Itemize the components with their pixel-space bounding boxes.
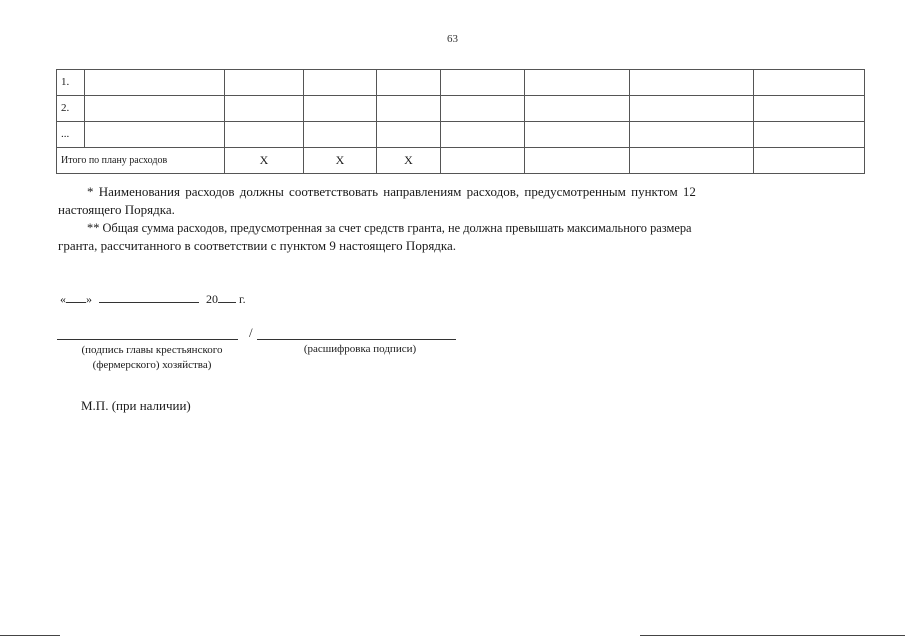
- signature-decoding-caption: (расшифровка подписи): [303, 343, 417, 355]
- signature-decoding-line: [257, 327, 456, 340]
- table-row: [57, 70, 865, 96]
- year-prefix: 20: [206, 292, 218, 306]
- footnote-text: * Наименования расходов должны соответствовать направлениям расходов, предусмотренным пунктом 12: [87, 184, 696, 199]
- expense-table: [56, 69, 865, 174]
- row-number: 2.: [57, 96, 85, 121]
- signature-line: [57, 327, 238, 340]
- date-open-quote: «: [60, 292, 66, 306]
- signature-slash: /: [249, 325, 253, 340]
- table-row: [57, 122, 865, 148]
- year-suffix: г.: [239, 292, 246, 306]
- row-number: ...: [57, 122, 85, 147]
- scan-artifact: [0, 635, 60, 636]
- month-blank: [99, 291, 199, 303]
- total-mark: Х: [377, 148, 441, 174]
- total-label: Итого по плану расходов: [57, 148, 225, 174]
- signature-caption: [57, 343, 247, 373]
- footnote-expense-names: [58, 183, 851, 219]
- date-line: [60, 291, 246, 307]
- total-mark: Х: [225, 148, 304, 174]
- page-number: 63: [447, 33, 458, 45]
- footnote-grant-total: [58, 219, 851, 255]
- day-blank: [66, 291, 86, 303]
- year-blank: [218, 291, 236, 303]
- stamp-place: М.П. (при наличии): [81, 398, 191, 413]
- footnote-text: настоящего Порядка.: [58, 202, 175, 217]
- row-number: 1.: [57, 70, 85, 95]
- footnote-text: ** Общая сумма расходов, предусмотренная за счет средств гранта, не должна превышать максимального размера: [87, 221, 692, 235]
- table-total-row: [57, 148, 865, 174]
- date-close-quote: »: [86, 292, 92, 306]
- table-row: [57, 96, 865, 122]
- signature-caption-line: (подпись главы крестьянского: [81, 344, 223, 356]
- signature-caption-line: (фермерского) хозяйства): [92, 359, 212, 371]
- scan-artifact: [640, 635, 905, 636]
- footnote-text: гранта, рассчитанного в соответствии с пунктом 9 настоящего Порядка.: [58, 238, 457, 253]
- total-mark: Х: [304, 148, 377, 174]
